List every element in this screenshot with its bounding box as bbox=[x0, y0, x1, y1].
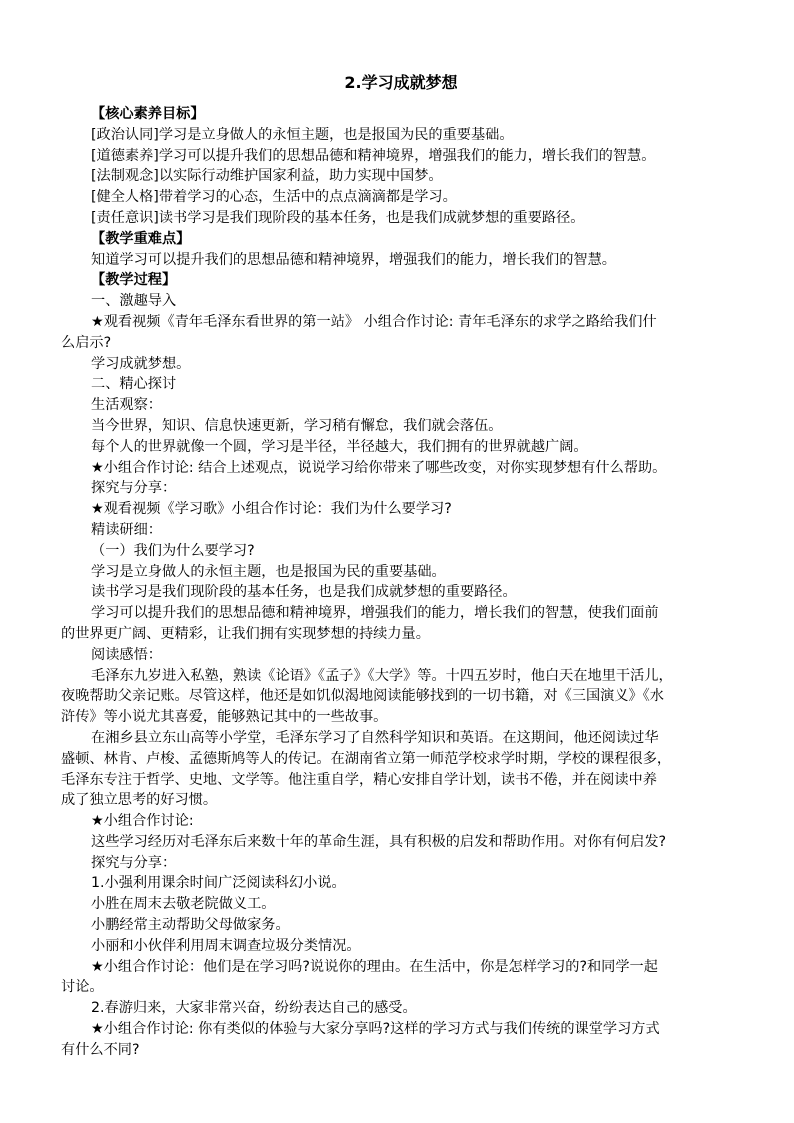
body-line: 讨论。 bbox=[61, 979, 104, 996]
document-body bbox=[61, 104, 741, 1061]
body-line: [健全人格]带着学习的心态，生活中的点点滴滴都是学习。 bbox=[91, 189, 457, 206]
body-line: 阅读感悟： bbox=[91, 646, 162, 663]
body-line: 在湘乡县立东山高等小学堂，毛泽东学习了自然科学知识和英语。在这期间，他还阅读过华 bbox=[91, 729, 659, 746]
body-line: 盛顿、林肯、卢梭、孟德斯鸠等人的传记。在湖南省立第一师范学校求学时期，学校的课程很多， bbox=[61, 750, 672, 767]
body-line: [责任意识]读书学习是我们现阶段的基本任务，也是我们成就梦想的重要路径。 bbox=[91, 209, 585, 226]
body-line: 学习可以提升我们的思想品德和精神境界，增强我们的能力，增长我们的智慧，使我们面前 bbox=[91, 605, 659, 622]
body-line: 一、激趣导入 bbox=[91, 293, 177, 310]
body-line: 的世界更广阔、更精彩，让我们拥有实现梦想的持续力量。 bbox=[61, 625, 430, 642]
section-heading: 【核心素养目标】 bbox=[91, 106, 205, 122]
body-line: 1.小强利用课余时间广泛阅读科幻小说。 bbox=[91, 875, 346, 892]
body-line: [道德素养]学习可以提升我们的思想品德和精神境界，增强我们的能力，增长我们的智慧。 bbox=[91, 147, 656, 164]
body-line: （一）我们为什么要学习? bbox=[91, 542, 255, 559]
body-line: 毛泽东九岁进入私塾，熟读《论语》《孟子》《大学》等。十四五岁时，他白天在地里干活儿， bbox=[91, 667, 673, 684]
body-line: 小胜在周末去敬老院做义工。 bbox=[91, 896, 276, 913]
body-line: 学习成就梦想。 bbox=[91, 355, 191, 372]
body-line: 生活观察： bbox=[91, 397, 162, 414]
body-line: [政治认同]学习是立身做人的永恒主题，也是报国为民的重要基础。 bbox=[91, 126, 514, 143]
body-line: 这些学习经历对毛泽东后来数十年的革命生涯，具有积极的启发和帮助作用。对你有何启发? bbox=[91, 833, 667, 850]
body-line: [法制观念]以实际行动维护国家利益，助力实现中国梦。 bbox=[91, 168, 443, 185]
body-line: ★小组合作讨论：他们是在学习吗?说说你的理由。在生活中，你是怎样学习的?和同学一起 bbox=[91, 958, 658, 975]
body-line: 有什么不同? bbox=[61, 1041, 140, 1058]
body-line: ★小组合作讨论: 你有类似的体验与大家分享吗?这样的学习方式与我们传统的课堂学习方式 bbox=[91, 1021, 660, 1038]
body-line: ★小组合作讨论: 结合上述观点，说说学习给你带来了哪些改变，对你实现梦想有什么帮助。 bbox=[91, 459, 667, 476]
section-heading: 【教学过程】 bbox=[91, 272, 177, 289]
body-line: 精读研细： bbox=[91, 521, 162, 538]
body-line: ★小组合作讨论: bbox=[91, 813, 194, 830]
body-line: 学习是立身做人的永恒主题，也是报国为民的重要基础。 bbox=[91, 563, 446, 580]
body-line: 二、精心探讨 bbox=[91, 376, 177, 393]
body-line: 么启示? bbox=[61, 334, 112, 351]
section-heading: 【教学重难点】 bbox=[91, 230, 191, 247]
body-line: 夜晚帮助父亲记账。尽管这样，他还是如饥似渴地阅读能够找到的一切书籍，对《三国演义》《水 bbox=[61, 688, 664, 705]
body-line: 读书学习是我们现阶段的基本任务，也是我们成就梦想的重要路径。 bbox=[91, 584, 517, 601]
body-line: 探究与分享： bbox=[91, 480, 177, 497]
body-line: 当今世界，知识、信息快速更新，学习稍有懈怠，我们就会落伍。 bbox=[91, 417, 503, 434]
body-line: 小鹏经常主动帮助父母做家务。 bbox=[91, 917, 290, 934]
body-line: 浒传》等小说尤其喜爱，能够熟记其中的一些故事。 bbox=[61, 709, 388, 726]
body-line: 小丽和小伙伴利用周末调查垃圾分类情况。 bbox=[91, 937, 361, 954]
body-line: ★观看视频《学习歌》小组合作讨论：我们为什么要学习? bbox=[91, 501, 452, 518]
body-line: 每个人的世界就像一个圆，学习是半径，半径越大，我们拥有的世界就越广阔。 bbox=[91, 438, 588, 455]
body-line: 毛泽东专注于哲学、史地、文学等。他注重自学，精心安排自学计划，读书不倦，并在阅读中养 bbox=[61, 771, 657, 788]
body-line: ★观看视频《青年毛泽东看世界的第一站》 小组合作讨论: 青年毛泽东的求学之路给我们什 bbox=[91, 313, 657, 330]
document-title: 2.学习成就梦想 bbox=[344, 73, 458, 92]
body-line: 成了独立思考的好习惯。 bbox=[61, 792, 218, 809]
body-line: 知道学习可以提升我们的思想品德和精神境界，增强我们的能力，增长我们的智慧。 bbox=[91, 251, 616, 268]
body-line: 探究与分享： bbox=[91, 854, 177, 871]
body-line: 2.春游归来，大家非常兴奋，纷纷表达自己的感受。 bbox=[91, 1000, 417, 1017]
